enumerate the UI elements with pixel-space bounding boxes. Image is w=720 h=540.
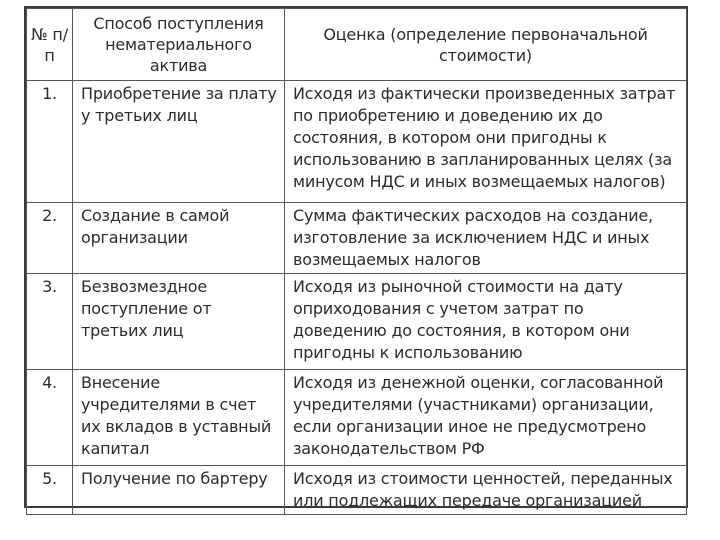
row-valuation: Исходя из денежной оценки, согласованной учредителями (участниками) организации, если организации иное не предусмотрено законодательством РФ <box>285 370 687 466</box>
header-method: Способ поступления нематериального актива <box>73 9 285 81</box>
row-valuation: Исходя из стоимости ценностей, переданных или подлежащих передаче организацией <box>285 466 687 515</box>
intangible-assets-table-container <box>24 6 688 508</box>
table-row <box>27 274 687 370</box>
row-method: Создание в самой организации <box>73 203 285 274</box>
table-row <box>27 370 687 466</box>
table-row <box>27 466 687 515</box>
table-row <box>27 81 687 203</box>
intangible-assets-valuation-table <box>26 8 687 515</box>
row-method: Получение по бартеру <box>73 466 285 515</box>
row-valuation: Исходя из фактически произведенных затрат по приобретению и доведению их до состояния, в котором они пригодны к использованию в запланированных целях (за минусом НДС и иных возмещаемых налогов) <box>285 81 687 203</box>
header-valuation: Оценка (определение первоначальной стоимости) <box>285 9 687 81</box>
row-valuation: Сумма фактических расходов на создание, изготовление за исключением НДС и иных возмещаемых налогов <box>285 203 687 274</box>
table-header-row <box>27 9 687 81</box>
row-method: Безвозмездное поступление от третьих лиц <box>73 274 285 370</box>
row-number: 3. <box>27 274 73 370</box>
row-number: 4. <box>27 370 73 466</box>
table-row <box>27 203 687 274</box>
row-method: Внесение учредителями в счет их вкладов в уставный капитал <box>73 370 285 466</box>
row-number: 1. <box>27 81 73 203</box>
row-number: 2. <box>27 203 73 274</box>
header-number: № п/п <box>27 9 73 81</box>
row-method: Приобретение за плату у третьих лиц <box>73 81 285 203</box>
row-valuation: Исходя из рыночной стоимости на дату оприходования с учетом затрат по доведению до состояния, в котором они пригодны к использованию <box>285 274 687 370</box>
row-number: 5. <box>27 466 73 515</box>
